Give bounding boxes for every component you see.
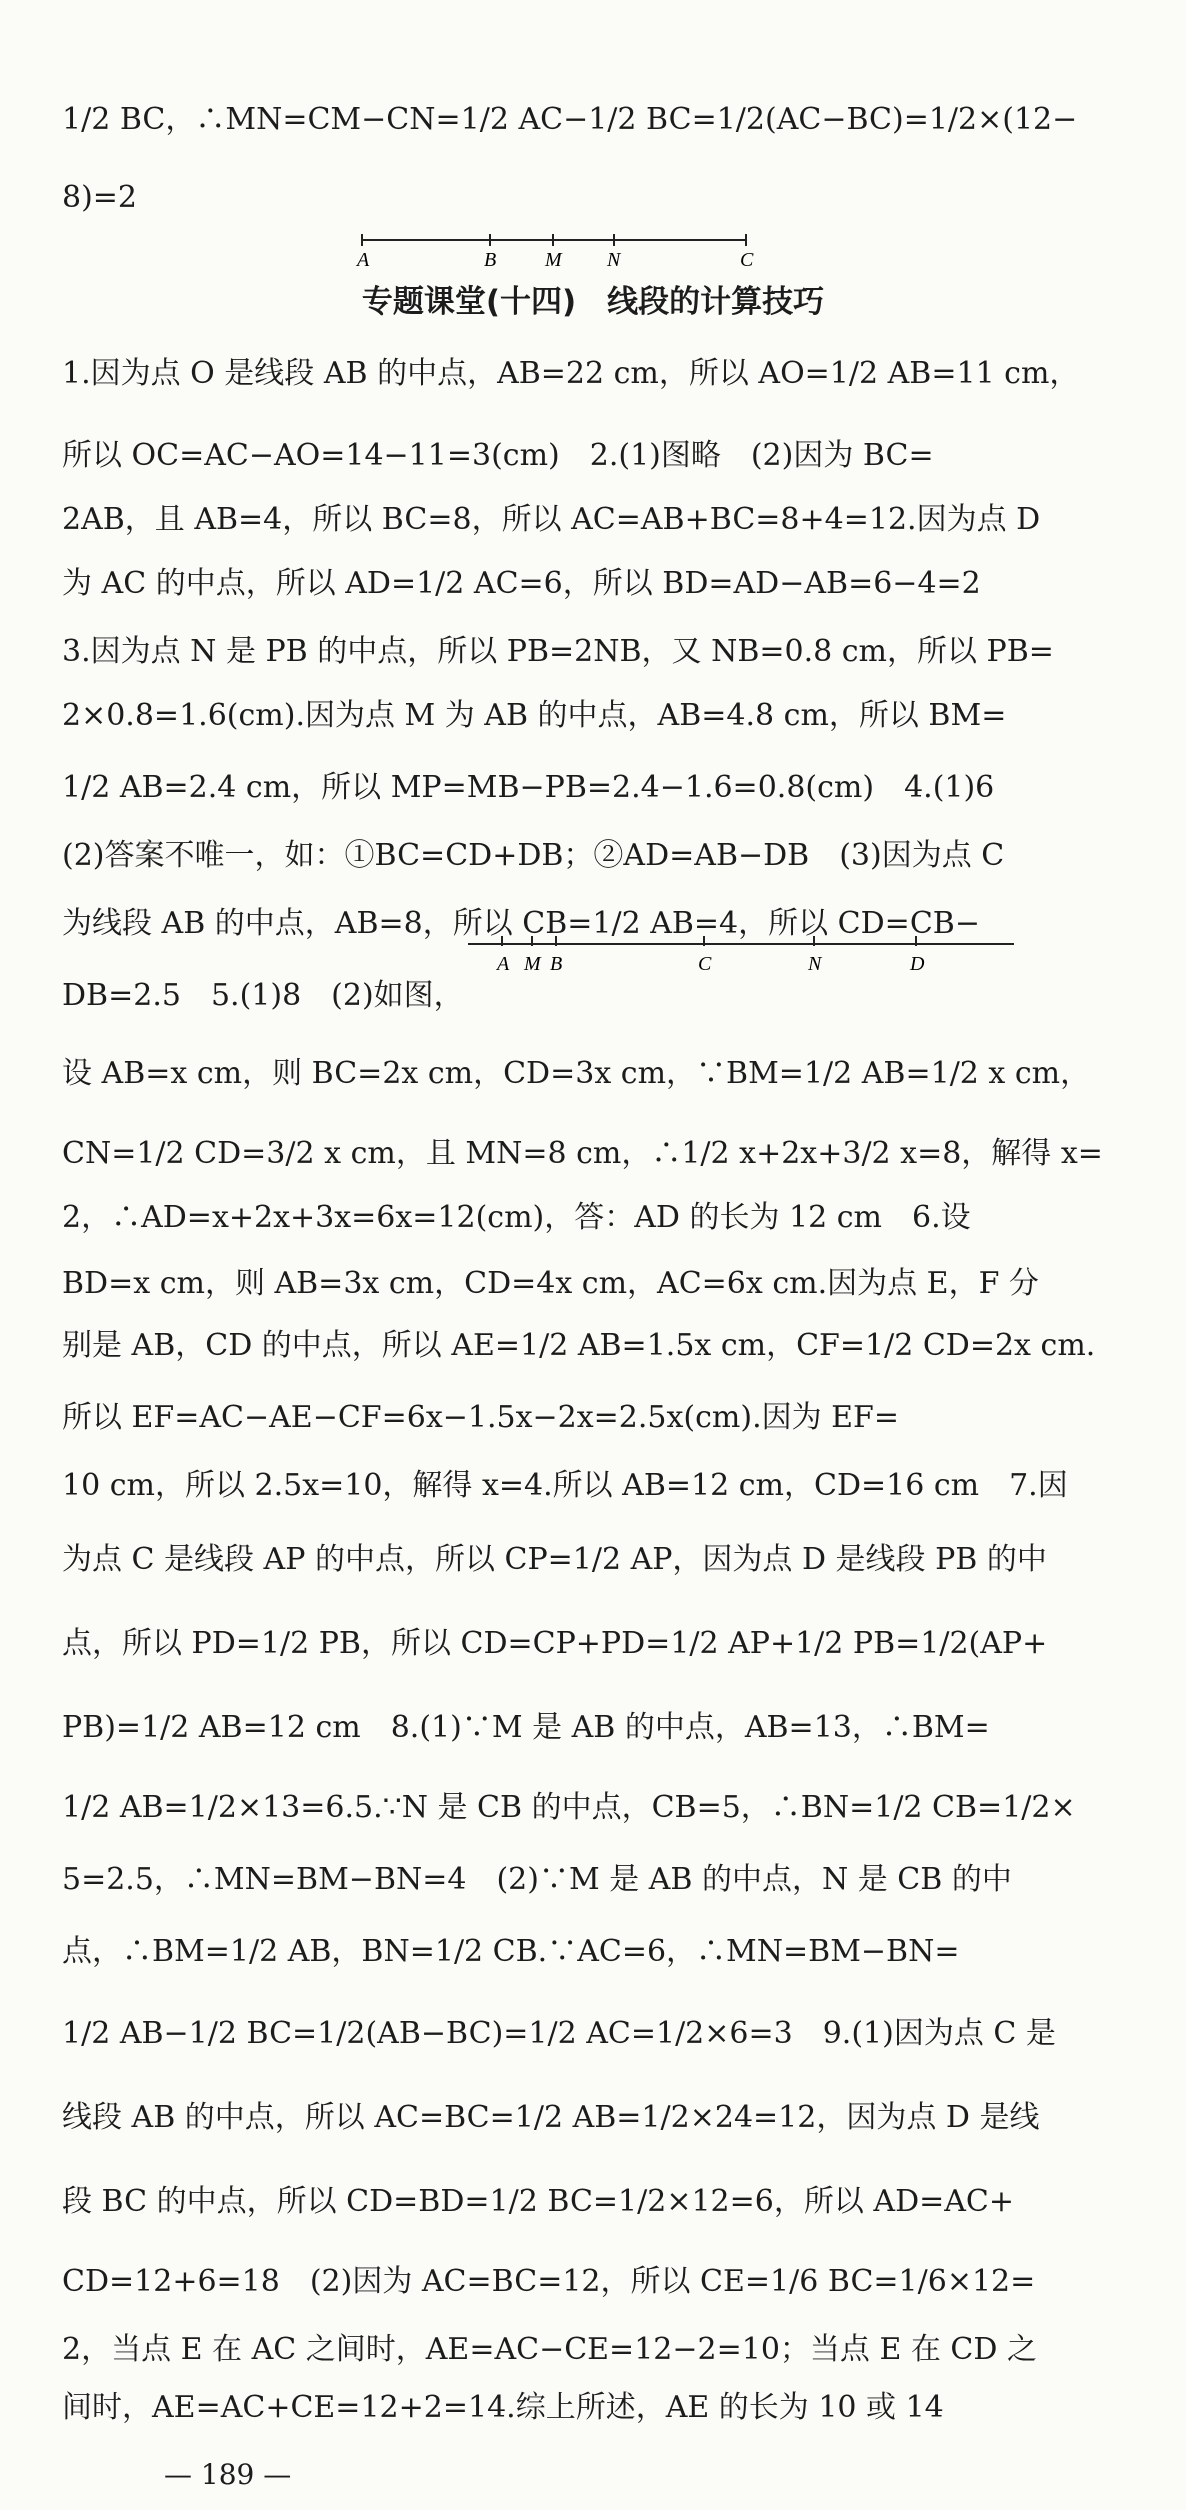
text-line: 2，∴AD=x+2x+3x=6x=12(cm)，答：AD 的长为 12 cm 6.设 bbox=[62, 1200, 971, 1235]
point-label-n: N bbox=[808, 953, 822, 975]
text-line: 别是 AB，CD 的中点，所以 AE=1/2 AB=1.5x cm，CF=1/2 CD=2x cm. bbox=[62, 1328, 1096, 1363]
text-line: 点，所以 PD=1/2 PB，所以 CD=CP+PD=1/2 AP+1/2 PB=1/2(AP+ bbox=[62, 1626, 1048, 1661]
text-line: 点，∴BM=1/2 AB，BN=1/2 CB.∵AC=6，∴MN=BM−BN= bbox=[62, 1934, 960, 1969]
point-label-n: N bbox=[607, 249, 621, 271]
point-label-d: D bbox=[910, 953, 925, 975]
text-line: 3.因为点 N 是 PB 的中点，所以 PB=2NB，又 NB=0.8 cm，所以 PB= bbox=[62, 634, 1054, 669]
text-line: 2×0.8=1.6(cm).因为点 M 为 AB 的中点，AB=4.8 cm，所以 BM= bbox=[62, 698, 1007, 733]
text-line: 间时，AE=AC+CE=12+2=14.综上所述，AE 的长为 10 或 14 bbox=[62, 2390, 944, 2425]
page-number: — 189 — bbox=[164, 2458, 292, 2491]
text-line: CN=1/2 CD=3/2 x cm，且 MN=8 cm，∴1/2 x+2x+3/2 x=8，解得 x= bbox=[62, 1136, 1103, 1171]
point-label-c: C bbox=[740, 249, 754, 271]
text-line: 8)=2 bbox=[62, 180, 138, 215]
text-line: 为点 C 是线段 AP 的中点，所以 CP=1/2 AP，因为点 D 是线段 PB 的中 bbox=[62, 1542, 1047, 1577]
text-line: BD=x cm，则 AB=3x cm，CD=4x cm，AC=6x cm.因为点 E，F 分 bbox=[62, 1266, 1039, 1301]
point-label-a: A bbox=[497, 953, 510, 975]
text-line: 线段 AB 的中点，所以 AC=BC=1/2 AB=1/2×24=12，因为点 D 是线 bbox=[62, 2100, 1040, 2135]
text-line: 1/2 AB=2.4 cm，所以 MP=MB−PB=2.4−1.6=0.8(cm) 4.(1)6 bbox=[62, 770, 995, 805]
text-line: 1/2 AB−1/2 BC=1/2(AB−BC)=1/2 AC=1/2×6=3 9.(1)因为点 C 是 bbox=[62, 2016, 1056, 2051]
point-label-b: B bbox=[484, 249, 497, 271]
text-line: 所以 EF=AC−AE−CF=6x−1.5x−2x=2.5x(cm).因为 EF= bbox=[62, 1400, 900, 1435]
text-line: DB=2.5 5.(1)8 (2)如图， bbox=[62, 978, 464, 1013]
text-line: PB)=1/2 AB=12 cm 8.(1)∵M 是 AB 的中点，AB=13，∴BM= bbox=[62, 1710, 990, 1745]
text-line: 为线段 AB 的中点，AB=8，所以 CB=1/2 AB=4，所以 CD=CB− bbox=[62, 906, 980, 941]
point-label-a: A bbox=[357, 249, 370, 271]
text-line: 10 cm，所以 2.5x=10，解得 x=4.所以 AB=12 cm，CD=16 cm 7.因 bbox=[62, 1468, 1068, 1503]
section-title: 专题课堂(十四) 线段的计算技巧 bbox=[361, 284, 825, 320]
text-line: 设 AB=x cm，则 BC=2x cm，CD=3x cm，∵BM=1/2 AB=1/2 x cm， bbox=[62, 1056, 1091, 1091]
point-label-b: B bbox=[550, 953, 563, 975]
text-line: 1/2 BC，∴MN=CM−CN=1/2 AC−1/2 BC=1/2(AC−BC)=1/2×(12− bbox=[62, 102, 1078, 137]
text-line: 段 BC 的中点，所以 CD=BD=1/2 BC=1/2×12=6，所以 AD=AC+ bbox=[62, 2184, 1015, 2219]
text-line: 为 AC 的中点，所以 AD=1/2 AC=6，所以 BD=AD−AB=6−4=2 bbox=[62, 566, 981, 601]
text-line: 2，当点 E 在 AC 之间时，AE=AC−CE=12−2=10；当点 E 在 CD 之 bbox=[62, 2332, 1037, 2367]
text-line: (2)答案不唯一，如：①BC=CD+DB；②AD=AB−DB (3)因为点 C bbox=[62, 838, 1005, 873]
segment-diagram-top bbox=[350, 222, 770, 272]
point-label-m: M bbox=[524, 953, 541, 975]
point-label-c: C bbox=[698, 953, 712, 975]
text-line: 所以 OC=AC−AO=14−11=3(cm) 2.(1)图略 (2)因为 BC= bbox=[62, 438, 934, 473]
text-line: 2AB，且 AB=4，所以 BC=8，所以 AC=AB+BC=8+4=12.因为点 D bbox=[62, 502, 1041, 537]
text-line: 5=2.5，∴MN=BM−BN=4 (2)∵M 是 AB 的中点，N 是 CB 的中 bbox=[62, 1862, 1012, 1897]
text-line: 1.因为点 O 是线段 AB 的中点，AB=22 cm，所以 AO=1/2 AB=11 cm， bbox=[62, 356, 1080, 391]
text-line: 1/2 AB=1/2×13=6.5.∵N 是 CB 的中点，CB=5，∴BN=1/2 CB=1/2× bbox=[62, 1790, 1076, 1825]
point-label-m: M bbox=[545, 249, 562, 271]
text-line: CD=12+6=18 (2)因为 AC=BC=12，所以 CE=1/6 BC=1/6×12= bbox=[62, 2264, 1036, 2299]
